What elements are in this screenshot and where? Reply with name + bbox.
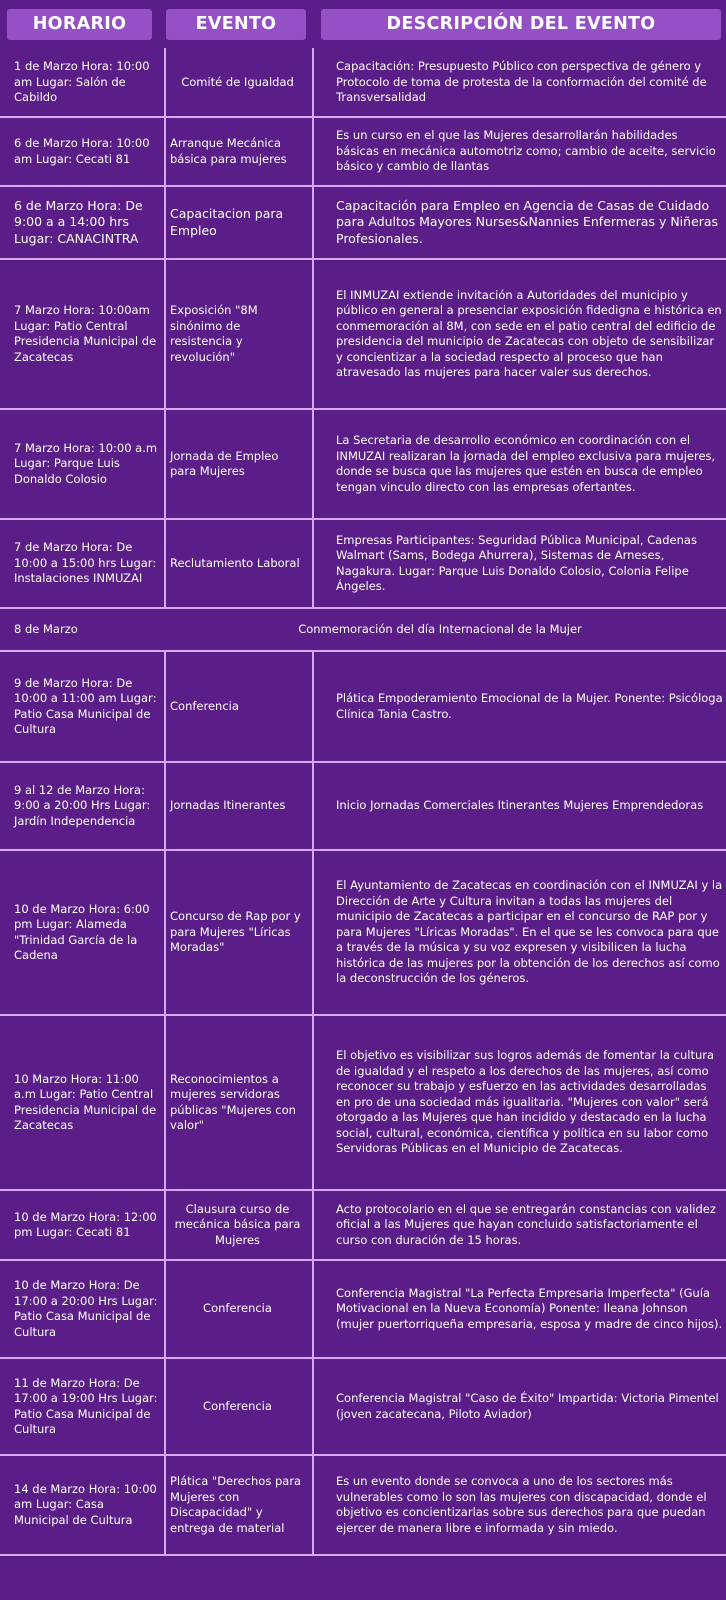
horario-cell: 8 de Marzo	[14, 621, 78, 636]
evento-cell: Plática "Derechos para Mujeres con Discapacidad" y entrega de material	[170, 1474, 302, 1535]
col-divider-2	[312, 48, 314, 117]
col-divider-2	[312, 651, 314, 762]
col-divider-1	[164, 186, 166, 259]
horario-cell: 6 de Marzo Hora: 10:00 am Lugar: Cecati 81	[14, 136, 150, 166]
col-divider-2	[312, 850, 314, 1015]
col-divider-1	[164, 1358, 166, 1455]
col-divider-2	[312, 186, 314, 259]
col-divider-2	[312, 409, 314, 519]
col-divider-2	[312, 762, 314, 850]
horario-cell: 7 Marzo Hora: 10:00am Lugar: Patio Central Presidencia Municipal de Zacatecas	[14, 303, 157, 364]
descripcion-cell: Conferencia Magistral "Caso de Éxito" Impartida: Victoria Pimentel (joven zacatecana, Piloto Aviador)	[336, 1391, 719, 1421]
col-divider-1	[164, 762, 166, 850]
col-divider-1	[164, 1455, 166, 1555]
header-descripcion: DESCRIPCIÓN DEL EVENTO	[321, 9, 721, 40]
col-divider-1	[164, 409, 166, 519]
col-divider-2	[312, 259, 314, 409]
descripcion-cell: Plática Empoderamiento Emocional de la Mujer. Ponente: Psicóloga Clínica Tania Castro.	[336, 691, 723, 721]
col-divider-1	[164, 259, 166, 409]
evento-cell: Conferencia	[203, 1301, 272, 1316]
horario-cell: 7 Marzo Hora: 10:00 a.m Lugar: Parque Luis Donaldo Colosio	[14, 440, 158, 486]
col-divider-1	[164, 519, 166, 608]
evento-cell: Jornadas Itinerantes	[170, 798, 286, 813]
horario-cell: 7 de Marzo Hora: De 10:00 a 15:00 hrs Lugar: Instalaciones INMUZAI	[14, 540, 157, 586]
evento-cell: Comité de Igualdad	[181, 74, 294, 89]
descripcion-cell: Es un evento donde se convoca a uno de los sectores más vulnerables como lo son las mujeres con discapacidad, donde el objetivo es concientizarlas sobre sus derechos para que puedan ejercer de manera libre e informada y sin miedo.	[336, 1474, 707, 1535]
horario-cell: 10 de Marzo Hora: 12:00 pm Lugar: Cecati 81	[14, 1209, 157, 1239]
header-horario: HORARIO	[7, 9, 152, 40]
evento-cell: Conferencia	[203, 1398, 272, 1413]
horario-cell: 6 de Marzo Hora: De 9:00 a a 14:00 hrs Lugar: CANACINTRA	[14, 197, 143, 246]
evento-cell: Reconocimientos a mujeres servidoras públicas "Mujeres con valor"	[170, 1071, 296, 1132]
horario-cell: 14 de Marzo Hora: 10:00 am Lugar: Casa Municipal de Cultura	[14, 1481, 157, 1527]
evento-cell: Conmemoración del día Internacional de la Mujer	[298, 621, 582, 636]
col-divider-2	[312, 1455, 314, 1555]
evento-cell: Exposición "8M sinónimo de resistencia y revolución"	[170, 303, 258, 364]
col-divider-1	[164, 651, 166, 762]
col-divider-2	[312, 519, 314, 608]
evento-cell: Jornada de Empleo para Mujeres	[170, 448, 279, 478]
evento-cell: Clausura curso de mecánica básica para Mujeres	[174, 1201, 301, 1247]
col-divider-1	[164, 850, 166, 1015]
col-divider-2	[312, 1358, 314, 1455]
header-evento: EVENTO	[166, 9, 306, 40]
descripcion-cell: Conferencia Magistral "La Perfecta Empresaria Imperfecta" (Guía Motivacional en la Nueva Economía) Ponente: Ileana Johnson (mujer puertorriqueña empresaria, esposa y madre de cinco hijos).	[336, 1285, 723, 1331]
col-divider-2	[312, 1260, 314, 1358]
descripcion-cell: Capacitación: Presupuesto Público con perspectiva de género y Protocolo de toma de protesta de la conformación del comité de Transversalidad	[336, 59, 707, 105]
table-header	[0, 9, 726, 41]
horario-cell: 11 de Marzo Hora: De 17:00 a 19:00 Hrs Lugar: Patio Casa Municipal de Cultura	[14, 1375, 158, 1436]
evento-cell: Arranque Mecánica básica para mujeres	[170, 136, 287, 166]
descripcion-cell: Inicio Jornadas Comerciales Itinerantes Mujeres Emprendedoras	[336, 798, 704, 813]
col-divider-1	[164, 1015, 166, 1190]
col-divider-1	[164, 48, 166, 117]
descripcion-cell: Acto protocolario en el que se entregarán constancias con validez oficial a las Mujeres que hayan concluido satisfactoriamente el curso con duración de 15 horas.	[336, 1201, 716, 1247]
descripcion-cell: El INMUZAI extiende invitación a Autoridades del municipio y público en general a presenciar exposición fidedigna e histórica en conmemoración al 8M, con sede en el patio central del edificio de presidencia del municipio de Zacatecas con objeto de sensibilizar y concientizar a la sociedad respecto al proceso que han atravesado las mujeres para hacer valer sus derechos.	[336, 287, 722, 379]
descripcion-cell: Empresas Participantes: Seguridad Pública Municipal, Cadenas Walmart (Sams, Bodega Ahurrera), Sistemas de Arneses, Nagakura. Lugar: Parque Luis Donaldo Colosio, Colonia Felipe Ángeles.	[336, 532, 697, 593]
col-divider-2	[312, 117, 314, 186]
descripcion-cell: Capacitación para Empleo en Agencia de Casas de Cuidado para Adultos Mayores Nurses&Nannies Enfermeras y Niñeras Profesionales.	[336, 197, 719, 246]
horario-cell: 10 de Marzo Hora: De 17:00 a 20:00 Hrs Lugar: Patio Casa Municipal de Cultura	[14, 1278, 158, 1339]
evento-cell: Concurso de Rap por y para Mujeres "Líricas Moradas"	[170, 909, 301, 955]
col-divider-2	[312, 1190, 314, 1260]
horario-cell: 10 de Marzo Hora: 6:00 pm Lugar: Alameda "Trinidad García de la Cadena	[14, 901, 150, 962]
descripcion-cell: El Ayuntamiento de Zacatecas en coordinación con el INMUZAI y la Dirección de Arte y Cultura invitan a todas las mujeres del municipio de Zacatecas a participar en el concurso de RAP por y para Mujeres "Líricas Moradas". En el que se les convoca para que a través de la música y su voz expresen y visibilicen la lucha histórica de las mujeres por la obtención de los derechos así como la deconstrucción de los géneros.	[336, 878, 723, 986]
col-divider-1	[164, 1260, 166, 1358]
evento-cell: Conferencia	[170, 698, 239, 713]
horario-cell: 9 de Marzo Hora: De 10:00 a 11:00 am Lugar: Patio Casa Municipal de Cultura	[14, 675, 157, 736]
descripcion-cell: Es un curso en el que las Mujeres desarrollarán habilidades básicas en mecánica automotriz como; cambio de aceite, servicio básico y cambio de llantas	[336, 128, 716, 174]
horario-cell: 1 de Marzo Hora: 10:00 am Lugar: Salón de Cabildo	[14, 59, 150, 105]
col-divider-1	[164, 117, 166, 186]
descripcion-cell: La Secretaria de desarrollo económico en coordinación con el INMUZAI realizaran la jornada del empleo exclusiva para mujeres, donde se busca que las mujeres que estén en busca de empleo tengan vinculo directo con las empresas ofertantes.	[336, 433, 716, 494]
horario-cell: 10 Marzo Hora: 11:00 a.m Lugar: Patio Central Presidencia Municipal de Zacatecas	[14, 1071, 157, 1132]
evento-cell: Capacitacion para Empleo	[170, 206, 284, 238]
evento-cell: Reclutamiento Laboral	[170, 555, 300, 570]
col-divider-1	[164, 1190, 166, 1260]
horario-cell: 9 al 12 de Marzo Hora: 9:00 a 20:00 Hrs Lugar: Jardín Independencia	[14, 782, 151, 828]
col-divider-2	[312, 1015, 314, 1190]
descripcion-cell: El objetivo es visibilizar sus logros además de fomentar la cultura de igualdad y el respeto a los derechos de las mujeres, así como reconocer su trabajo y esfuerzo en las actividades desarrolladas en pro de una sociedad más igualitaria. "Mujeres con valor" será otorgado a las Mujeres que han incidido y destacado en la lucha social, cultural, económica, científica y política en su labor como Servidoras Públicas en el Municipio de Zacatecas.	[336, 1048, 715, 1156]
